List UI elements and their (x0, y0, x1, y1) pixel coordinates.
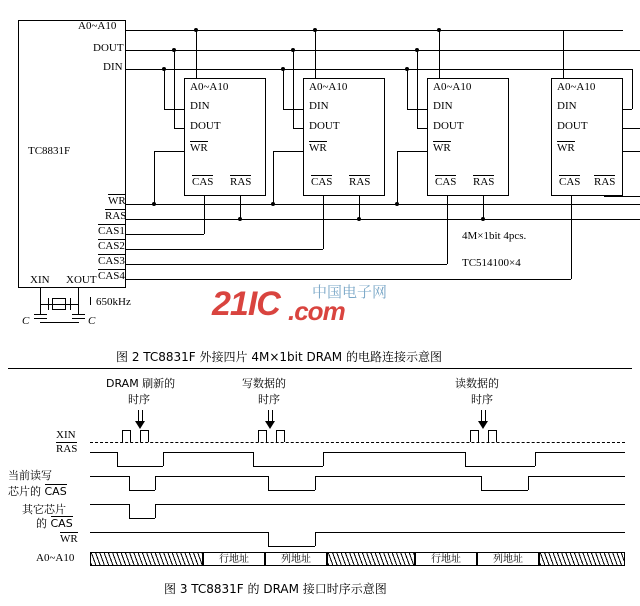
xout-wire (78, 288, 79, 304)
dram1-ras: RAS (230, 176, 252, 188)
cas-cur-fall-2 (268, 476, 269, 490)
wire-wr-d4-in (623, 151, 640, 152)
dram3-din: DIN (433, 100, 453, 112)
wire-wr-d2 (273, 151, 274, 204)
ras-low-2 (253, 466, 323, 467)
junction-dout-d2 (291, 48, 295, 52)
xin-wire (40, 288, 41, 304)
signal-label-wr: WR (60, 533, 78, 545)
dram3-cas: CAS (435, 176, 457, 188)
dram3-a0a10: A0~A10 (433, 81, 472, 93)
xin-p2b-rise (276, 430, 277, 442)
dram-part-note: TC514100×4 (462, 257, 521, 269)
wr-high-1 (90, 532, 268, 533)
wire-ras-d1 (240, 196, 241, 219)
wire-cas1 (126, 234, 204, 235)
wr-fall-1 (268, 532, 269, 546)
dram4-wr: WR (557, 142, 575, 154)
cap-left-plate-b (34, 318, 47, 319)
cap-right-label: C (88, 315, 96, 327)
junction-wr-d2 (271, 202, 275, 206)
wire-wr-d3-in (397, 151, 427, 152)
cas-cur-high-3 (315, 476, 481, 477)
signal-label-a0a10: A0~A10 (36, 552, 75, 564)
junction-ras-d1 (238, 217, 242, 221)
pin-label-cas2-main: CAS2 (98, 240, 125, 252)
wire-dout-d3-in (417, 128, 427, 129)
junction-din-d2 (281, 67, 285, 71)
ras-high-3 (323, 452, 465, 453)
figure3-caption: 图 3 TC8831F 的 DRAM 接口时序示意图 (164, 582, 387, 596)
bus-label-row-addr-1: 行地址 (203, 552, 265, 566)
ras-fall-3 (465, 452, 466, 466)
dram2-din: DIN (309, 100, 329, 112)
ras-fall-2 (253, 452, 254, 466)
phase-arrow-refresh-head (135, 421, 145, 429)
wire-dout-d2-in (293, 128, 303, 129)
cas-oth-fall-1 (129, 504, 130, 518)
wire-a0a10-top (126, 30, 623, 31)
cas-cur-high-2 (155, 476, 268, 477)
dram2-cas: CAS (311, 176, 333, 188)
wire-din-right-in (623, 109, 632, 110)
ras-rise-3 (535, 452, 536, 466)
bus-hatch-1 (90, 552, 203, 566)
bus-label-col-addr-2: 列地址 (477, 552, 539, 566)
wire-dout-d3 (417, 50, 418, 128)
wire-din-d3-in (407, 109, 427, 110)
bus-hatch-2 (327, 552, 415, 566)
cap-right-stem (78, 304, 79, 314)
dram1-wr: WR (190, 142, 208, 154)
crystal-symbol (52, 298, 66, 310)
phase-label-read-l1: 读数据的 (455, 377, 499, 390)
cas-cur-rise-2 (315, 476, 316, 490)
pin-label-a0a10-main: A0~A10 (78, 20, 117, 32)
ras-rise-2 (323, 452, 324, 466)
wire-a0a10-d3 (439, 30, 440, 78)
cas-cur-fall-3 (481, 476, 482, 490)
xin-p1a-rise (122, 430, 123, 442)
dram3-wr: WR (433, 142, 451, 154)
wire-din-d2-in (283, 109, 303, 110)
pin-label-cas3-main: CAS3 (98, 255, 125, 267)
junction-wr-d3 (395, 202, 399, 206)
junction-ras-d3 (481, 217, 485, 221)
ras-high-4 (535, 452, 625, 453)
dram1-din: DIN (190, 100, 210, 112)
junction-ras-d2 (357, 217, 361, 221)
cas-cur-high-1 (90, 476, 129, 477)
dram4-cas: CAS (559, 176, 581, 188)
wire-dout-main (126, 50, 640, 51)
xin-p3b-top (488, 430, 496, 431)
wire-cas2 (126, 249, 323, 250)
pin-label-xin: XIN (30, 274, 50, 286)
wire-cas4 (126, 279, 571, 280)
wire-a0a10-d2 (315, 30, 316, 78)
phase-arrow-write-head (265, 421, 275, 429)
osc-freq-tick (90, 297, 91, 305)
xin-p3b-rise (488, 430, 489, 442)
wire-cas1-up (204, 196, 205, 234)
wire-din-d1 (164, 69, 165, 109)
dram3-ras: RAS (473, 176, 495, 188)
phase-label-write-l2: 时序 (258, 393, 280, 406)
ras-low-1 (117, 466, 163, 467)
wire-ras-d3 (483, 196, 484, 219)
ras-low-3 (465, 466, 535, 467)
pin-label-cas4-main: CAS4 (98, 270, 125, 282)
junction-dout-d3 (415, 48, 419, 52)
wire-cas3 (126, 264, 447, 265)
fig3-top-rule (8, 368, 632, 369)
signal-label-cas-other-2: 的 CAS (36, 517, 73, 530)
wire-din-d2 (283, 69, 284, 109)
cas-cur-low-3 (481, 490, 528, 491)
cap-right-plate-a (72, 314, 85, 315)
phase-label-write-l1: 写数据的 (242, 377, 286, 390)
junction-din-d1 (162, 67, 166, 71)
phase-label-refresh-l1: DRAM 刷新的 (106, 377, 176, 390)
junction-wr-d1 (152, 202, 156, 206)
bus-hatch-3 (539, 552, 625, 566)
wr-rise-1 (315, 532, 316, 546)
dram1-a0a10: A0~A10 (190, 81, 229, 93)
wire-din-right-down (632, 69, 633, 109)
ras-fall-1 (117, 452, 118, 466)
figure2-caption: 图 2 TC8831F 外接四片 4M×1bit DRAM 的电路连接示意图 (116, 350, 442, 364)
xin-p1a-fall (130, 430, 131, 442)
xin-p3a-top (470, 430, 478, 431)
wire-dout-right-in (623, 128, 640, 129)
xin-p2a-rise (258, 430, 259, 442)
pin-label-cas1-main: CAS1 (98, 225, 125, 237)
ras-rise-1 (163, 452, 164, 466)
xin-baseline (90, 442, 625, 443)
bus-label-row-addr-2: 行地址 (415, 552, 477, 566)
signal-label-cas-current-1: 当前读写 (8, 469, 52, 482)
dram2-ras: RAS (349, 176, 371, 188)
wire-wr-d2-in (273, 151, 303, 152)
dram3-dout: DOUT (433, 120, 464, 132)
signal-label-cas-current-2: 芯片的 CAS (8, 485, 67, 498)
chip-tc8831f-label: TC8831F (28, 145, 71, 157)
dram1-dout: DOUT (190, 120, 221, 132)
wire-wr-d1-in (154, 151, 184, 152)
cas-cur-fall-1 (129, 476, 130, 490)
osc-ground-wire (40, 322, 79, 323)
xin-p2a-fall (266, 430, 267, 442)
dram-count-note: 4M×1bit 4pcs. (462, 230, 527, 242)
xin-p3a-rise (470, 430, 471, 442)
junction-dout-d1 (172, 48, 176, 52)
xin-p2a-top (258, 430, 266, 431)
wire-wr-d3 (397, 151, 398, 204)
pin-label-din-main: DIN (103, 61, 123, 73)
dram4-din: DIN (557, 100, 577, 112)
dram4-ras: RAS (594, 176, 616, 188)
wire-cas2-up (323, 196, 324, 249)
xin-p1b-top (140, 430, 148, 431)
watermark-21ic: 21IC (212, 285, 280, 323)
ras-high-2 (163, 452, 253, 453)
cas-cur-low-2 (268, 490, 315, 491)
junction-a0a10-d3 (437, 28, 441, 32)
junction-a0a10-d1 (194, 28, 198, 32)
wire-dout-d1 (174, 50, 175, 128)
wire-a0a10-d4 (563, 30, 564, 78)
dram4-a0a10: A0~A10 (557, 81, 596, 93)
dram2-dout: DOUT (309, 120, 340, 132)
xin-p1b-rise (140, 430, 141, 442)
xin-p1b-fall (148, 430, 149, 442)
dram2-a0a10: A0~A10 (309, 81, 348, 93)
pin-label-wr-main: WR (108, 195, 126, 207)
wire-ras-d4-in (604, 196, 640, 197)
xin-p3a-fall (478, 430, 479, 442)
pin-label-xout: XOUT (66, 274, 97, 286)
wire-din-main (126, 69, 632, 70)
phase-label-refresh-l2: 时序 (128, 393, 150, 406)
watermark-cn: 中国电子网 (312, 283, 388, 301)
wr-low-1 (268, 546, 315, 547)
watermark-com: .com (288, 296, 345, 326)
wire-a0a10-d1 (196, 30, 197, 78)
wire-dout-d1-in (174, 128, 184, 129)
wire-dout-d2 (293, 50, 294, 128)
xin-p3b-fall (496, 430, 497, 442)
cap-right-plate-b (72, 318, 85, 319)
wr-high-2 (315, 532, 625, 533)
wire-ras-d2 (359, 196, 360, 219)
wire-din-d1-in (164, 109, 184, 110)
cap-left-label: C (22, 315, 30, 327)
junction-din-d3 (405, 67, 409, 71)
wire-cas4-up (571, 196, 572, 279)
pin-label-ras-main: RAS (105, 210, 127, 222)
dram2-wr: WR (309, 142, 327, 154)
cap-left-plate-a (34, 314, 47, 315)
cap-left-stem (40, 304, 41, 314)
xin-p2b-fall (284, 430, 285, 442)
cas-cur-rise-3 (528, 476, 529, 490)
signal-label-ras: RAS (56, 443, 78, 455)
cas-oth-high-2 (155, 504, 625, 505)
phase-label-read-l2: 时序 (471, 393, 493, 406)
cas-cur-high-4 (528, 476, 625, 477)
junction-a0a10-d2 (313, 28, 317, 32)
dram1-cas: CAS (192, 176, 214, 188)
bus-label-col-addr-1: 列地址 (265, 552, 327, 566)
dram4-dout: DOUT (557, 120, 588, 132)
pin-label-dout-main: DOUT (93, 42, 124, 54)
cas-oth-rise-1 (155, 504, 156, 518)
phase-arrow-read-head (478, 421, 488, 429)
signal-label-cas-other-1: 其它芯片 (22, 503, 66, 516)
xin-p2b-top (276, 430, 284, 431)
crystal-plate-left (48, 298, 49, 310)
ras-high-1 (90, 452, 117, 453)
osc-freq-label: 650kHz (96, 296, 131, 308)
cas-cur-rise-1 (155, 476, 156, 490)
cas-oth-low-1 (129, 518, 155, 519)
wire-wr-d1 (154, 151, 155, 204)
cas-cur-low-1 (129, 490, 155, 491)
xin-p1a-top (122, 430, 130, 431)
cas-oth-high-1 (90, 504, 129, 505)
signal-label-xin: XIN (56, 429, 76, 441)
wire-din-d3 (407, 69, 408, 109)
crystal-plate-right (70, 298, 71, 310)
wire-cas3-up (447, 196, 448, 264)
